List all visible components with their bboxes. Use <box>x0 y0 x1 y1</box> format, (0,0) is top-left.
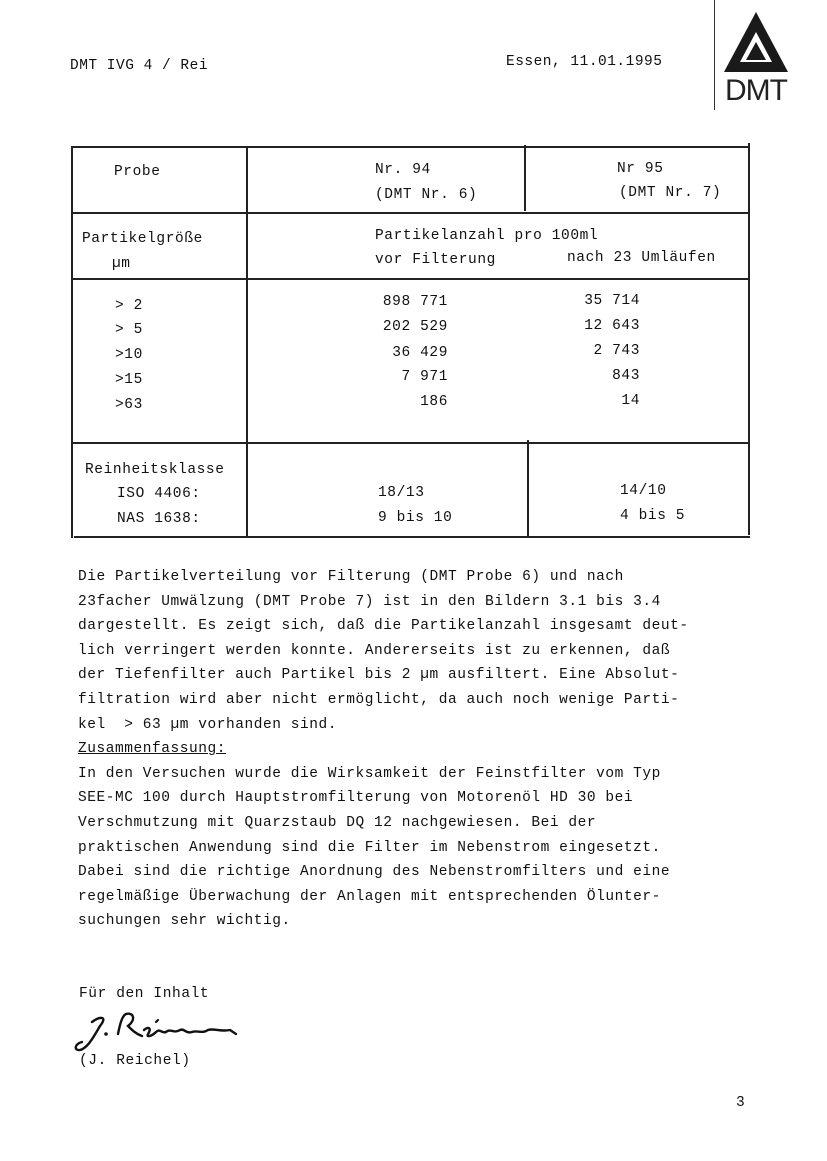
header-sample-95-dmt: (DMT Nr. 7) <box>619 185 722 201</box>
nas-before: 9 bis 10 <box>378 510 453 526</box>
header-before-filtering: vor Filterung <box>375 252 496 268</box>
header-probe: Probe <box>114 164 161 180</box>
row-size: >15 <box>115 372 143 388</box>
row-size: >10 <box>115 347 143 363</box>
header-size-unit: µm <box>112 256 131 272</box>
summary-line: praktischen Anwendung sind die Filter im Nebenstrom eingesetzt. <box>78 839 661 856</box>
page-number: 3 <box>736 1095 746 1111</box>
paragraph-line: Die Partikelverteilung vor Filterung (DMT Probe 6) und nach <box>78 569 624 585</box>
nas-after: 4 bis 5 <box>620 508 686 524</box>
summary-heading: Zusammenfassung: <box>78 741 227 758</box>
paragraph-line: der Tiefenfilter auch Partikel bis 2 µm ausfiltert. Eine Absolut- <box>78 667 680 684</box>
summary-line: SEE-MC 100 durch Hauptstromfilterung von Motorenöl HD 30 bei <box>78 790 634 807</box>
summary-line: Verschmutzung mit Quarzstaub DQ 12 nachgewiesen. Bei der <box>78 814 597 831</box>
iso-before: 18/13 <box>378 485 425 501</box>
dmt-logo-icon <box>722 10 790 74</box>
row-before: 7 971 <box>401 369 448 385</box>
iso-label: ISO 4406: <box>117 486 201 502</box>
row-before: 36 429 <box>392 345 448 361</box>
row-size: > 5 <box>115 322 143 338</box>
signature-caption: Für den Inhalt <box>79 986 210 1002</box>
row-after: 35 714 <box>584 293 640 309</box>
row-before: 186 <box>420 394 448 410</box>
paragraph-line: kel > 63 µm vorhanden sind. <box>78 716 338 733</box>
row-after: 2 743 <box>593 343 640 359</box>
row-size: > 2 <box>115 298 143 314</box>
summary-line: In den Versuchen wurde die Wirksamkeit der Feinstfilter vom Typ <box>78 765 661 782</box>
paragraph-line: lich verringert werden konnte. Andererseits ist zu erkennen, daß <box>78 642 671 659</box>
signatory-name: (J. Reichel) <box>79 1053 191 1069</box>
header-sample-94-dmt: (DMT Nr. 6) <box>375 187 478 203</box>
paragraph-line: filtration wird aber nicht ermöglicht, da auch noch wenige Parti- <box>78 691 680 708</box>
summary-line: regelmäßige Überwachung der Anlagen mit entsprechenden Ölunter- <box>78 888 661 905</box>
header-sample-94: Nr. 94 <box>375 162 431 178</box>
paragraph-line: 23facher Umwälzung (DMT Probe 7) ist in den Bildern 3.1 bis 3.4 <box>78 593 661 610</box>
row-after: 843 <box>612 368 640 384</box>
document-reference: DMT IVG 4 / Rei <box>70 58 209 74</box>
row-after: 12 643 <box>584 318 640 334</box>
header-sample-95: Nr 95 <box>617 161 664 177</box>
row-after: 14 <box>621 393 640 409</box>
logo-text: DMT <box>725 74 787 107</box>
cleanliness-title: Reinheitsklasse <box>85 462 225 478</box>
handwritten-signature-icon <box>70 1004 250 1056</box>
nas-label: NAS 1638: <box>117 511 201 527</box>
row-size: >63 <box>115 397 143 413</box>
summary-line: suchungen sehr wichtig. <box>78 913 291 930</box>
document-date: Essen, 11.01.1995 <box>506 54 663 70</box>
row-before: 898 771 <box>382 294 448 310</box>
row-before: 202 529 <box>382 319 448 335</box>
paragraph-line: dargestellt. Es zeigt sich, daß die Partikelanzahl insgesamt deut- <box>78 618 689 635</box>
iso-after: 14/10 <box>620 483 667 499</box>
summary-line: Dabei sind die richtige Anordnung des Nebenstromfilters und eine <box>78 864 671 881</box>
results-paragraph <box>78 565 758 934</box>
header-particle-count: Partikelanzahl pro 100ml <box>375 228 599 244</box>
header-after-cycles: nach 23 Umläufen <box>567 250 716 266</box>
header-particle-size: Partikelgröße <box>82 231 203 247</box>
